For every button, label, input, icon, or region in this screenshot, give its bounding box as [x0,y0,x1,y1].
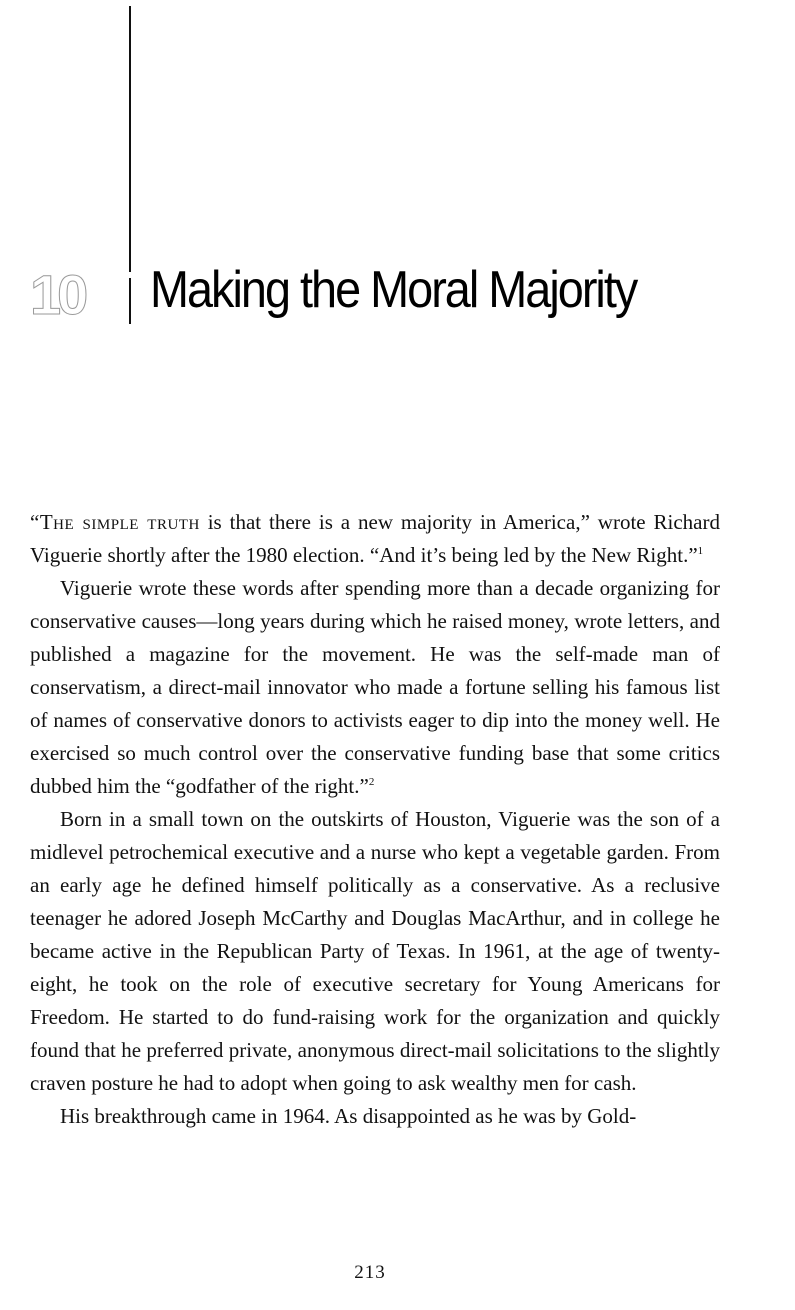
chapter-rule-title [129,278,131,324]
body-text [30,506,720,1133]
opening-smallcaps: “The simple truth [30,510,200,534]
paragraph-4 [30,1100,720,1133]
paragraph-3-text: Born in a small town on the outskirts of Houston, Viguerie was the son of a midlevel petrochemical executive and a nurse who kept a vegetable garden. From an early age he defined himself politically as a conservative. As a reclusive teenager he adored Joseph McCarthy and Douglas MacArthur, and in college he became active in the Republican Party of Texas. In 1961, at the age of twenty-eight, he took on the role of executive secretary for Young Americans for Freedom. He started to do fund-raising work for the organization and quickly found that he preferred private, anonymous direct-mail solicitations to the slightly craven posture he had to adopt when going to ask wealthy men for cash. [30,807,720,1095]
footnote-ref-2[interactable]: 2 [368,776,375,788]
paragraph-4-text: His breakthrough came in 1964. As disappointed as he was by Gold- [60,1104,637,1128]
page-number: 213 [354,1262,386,1283]
chapter-title: Making the Moral Majority [150,261,637,319]
paragraph-2 [30,572,720,803]
paragraph-2-text: Viguerie wrote these words after spending more than a decade organizing for conservative causes—long years during which he raised money, wrote letters, and published a magazine for the movement. He was the self-made man of conservatism, a direct-mail innovator who made a fortune selling his famous list of names of conservative donors to activists eager to dip into the money well. He exercised so much control over the conservative funding base that some critics dubbed him the “godfather of the right.” [30,576,720,798]
paragraph-1 [30,506,720,572]
chapter-rule-top [129,6,131,272]
chapter-number: 10 [30,263,85,326]
paragraph-3 [30,803,720,1100]
paragraph-1-text: is that there is a new majority in America,” wrote Richard Viguerie shortly after the 1980 election. “And it’s being led by the New Right.” [30,510,720,567]
footnote-ref-1[interactable]: 1 [697,545,704,557]
